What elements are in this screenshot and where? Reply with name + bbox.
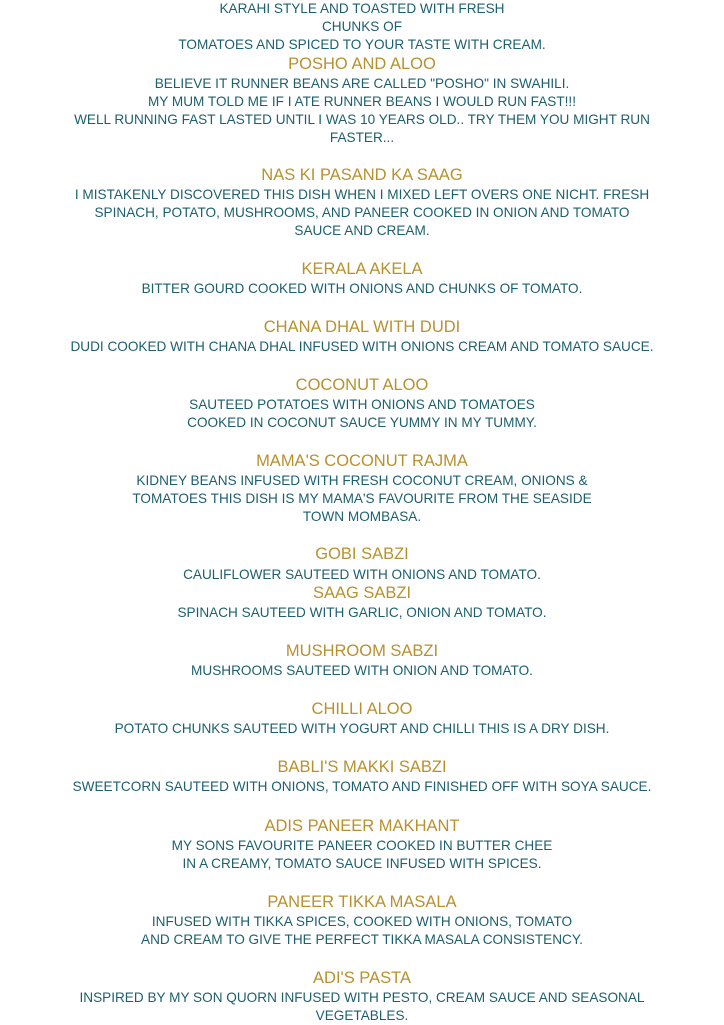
- dish-title: PANEER TIKKA MASALA: [267, 893, 457, 911]
- dish-description-line: INFUSED WITH TIKKA SPICES, COOKED WITH ONIONS, TOMATO: [151, 914, 573, 929]
- dish-title: ADI'S PASTA: [313, 969, 411, 987]
- dish-description-line: MY MUM TOLD ME IF I ATE RUNNER BEANS I WOULD RUN FAST!!!: [147, 94, 576, 109]
- dish-title: SAAG SABZI: [312, 584, 412, 602]
- intro-description-line: CHUNKS OF: [321, 19, 403, 34]
- dish-description-line: MUSHROOMS SAUTEED WITH ONION AND TOMATO.: [191, 663, 533, 678]
- dish-description-line: MY SONS FAVOURITE PANEER COOKED IN BUTTER CHEE: [171, 838, 553, 853]
- dish-description-line: POTATO CHUNKS SAUTEED WITH YOGURT AND CHILLI THIS IS A DRY DISH.: [114, 721, 610, 736]
- dish-description-line: KIDNEY BEANS INFUSED WITH FRESH COCONUT CREAM, ONIONS &: [136, 473, 588, 488]
- dish-description-line: DUDI COOKED WITH CHANA DHAL INFUSED WITH ONIONS CREAM AND TOMATO SAUCE.: [70, 339, 654, 354]
- dish-description-line: IN A CREAMY, TOMATO SAUCE INFUSED WITH SPICES.: [182, 856, 542, 871]
- dish-description-line: SPINACH, POTATO, MUSHROOMS, AND PANEER COOKED IN ONION AND TOMATO: [94, 205, 630, 220]
- dish-description-line: I MISTAKENLY DISCOVERED THIS DISH WHEN I MIXED LEFT OVERS ONE NICHT. FRESH: [74, 187, 650, 202]
- intro-description-line: KARAHI STYLE AND TOASTED WITH FRESH: [219, 1, 505, 16]
- dish-title: GOBI SABZI: [315, 545, 409, 563]
- dish-title: CHILLI ALOO: [311, 700, 413, 718]
- dish-description-line: BITTER GOURD COOKED WITH ONIONS AND CHUNKS OF TOMATO.: [141, 281, 583, 296]
- dish-title: CHANA DHAL WITH DUDI: [263, 318, 461, 336]
- dish-title: BABLI'S MAKKI SABZI: [277, 758, 447, 776]
- dish-description-line: FASTER...: [329, 130, 395, 145]
- dish-description-line: COOKED IN COCONUT SAUCE YUMMY IN MY TUMMY.: [187, 415, 537, 430]
- dish-title: NAS KI PASAND KA SAAG: [261, 166, 463, 184]
- dish-title: ADIS PANEER MAKHANT: [264, 817, 460, 835]
- dish-title: POSHO AND ALOO: [288, 55, 436, 73]
- dish-description-line: SAUCE AND CREAM.: [294, 223, 430, 238]
- dish-title: KERALA AKELA: [301, 260, 423, 278]
- dish-description-line: SWEETCORN SAUTEED WITH ONIONS, TOMATO AND FINISHED OFF WITH SOYA SAUCE.: [72, 779, 652, 794]
- dish-description-line: AND CREAM TO GIVE THE PERFECT TIKKA MASALA CONSISTENCY.: [141, 932, 583, 947]
- dish-description-line: TOWN MOMBASA.: [302, 509, 422, 524]
- dish-description-line: BELIEVE IT RUNNER BEANS ARE CALLED "POSHO" IN SWAHILI.: [154, 76, 570, 91]
- dish-title: MUSHROOM SABZI: [285, 642, 439, 660]
- dish-description-line: WELL RUNNING FAST LASTED UNTIL I WAS 10 YEARS OLD.. TRY THEM YOU MIGHT RUN: [74, 112, 650, 127]
- dish-description-line: TOMATOES THIS DISH IS MY MAMA'S FAVOURITE FROM THE SEASIDE: [132, 491, 592, 506]
- dish-description-line: VEGETABLES.: [315, 1008, 409, 1023]
- dish-description-line: SAUTEED POTATOES WITH ONIONS AND TOMATOES: [189, 397, 535, 412]
- dish-title: MAMA'S COCONUT RAJMA: [256, 452, 468, 470]
- dish-title: COCONUT ALOO: [295, 376, 429, 394]
- dish-description-line: CAULIFLOWER SAUTEED WITH ONIONS AND TOMATO.: [183, 567, 541, 582]
- intro-description-line: TOMATOES AND SPICED TO YOUR TASTE WITH CREAM.: [178, 37, 546, 52]
- dish-description-line: INSPIRED BY MY SON QUORN INFUSED WITH PESTO, CREAM SAUCE AND SEASONAL: [79, 990, 645, 1005]
- dish-description-line: SPINACH SAUTEED WITH GARLIC, ONION AND TOMATO.: [177, 605, 547, 620]
